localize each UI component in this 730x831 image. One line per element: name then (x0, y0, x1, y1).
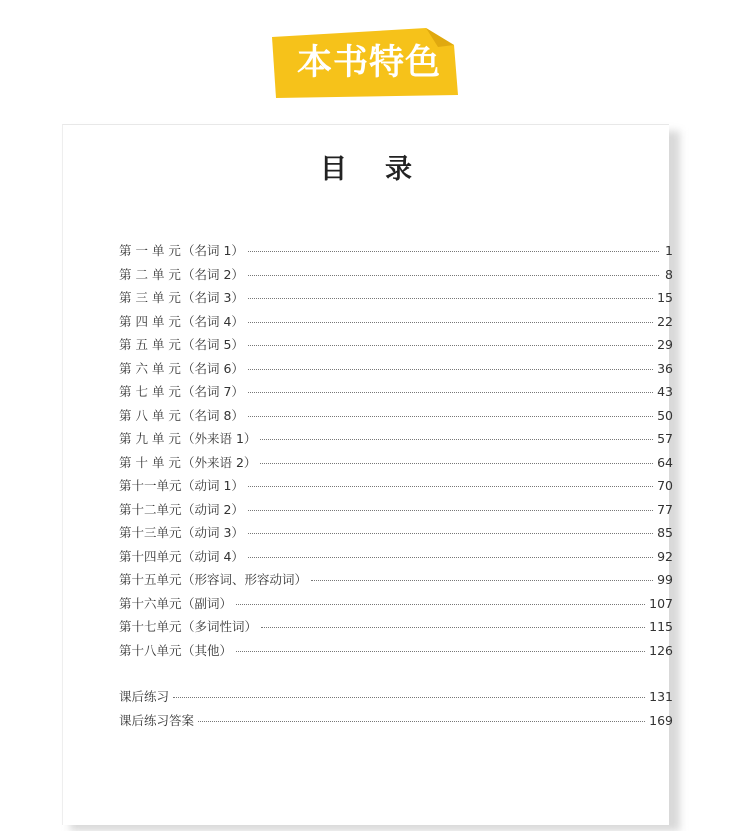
dot-leader (260, 439, 653, 440)
toc-entry-page-number: 36 (657, 360, 673, 376)
toc-entry-topic: （名词 3） (182, 290, 244, 305)
toc-entry[interactable] (119, 617, 673, 641)
toc-entry-topic: （动词 1） (182, 478, 244, 493)
toc-entry-unit: 第 一 单 元 (119, 243, 181, 258)
toc-entry-topic: （名词 5） (182, 337, 244, 352)
toc-entry-unit: 第 七 单 元 (119, 384, 181, 399)
toc-entry-page-number: 29 (657, 337, 673, 352)
toc-entry-page-number: 115 (649, 619, 673, 634)
dot-leader (248, 251, 659, 252)
dot-leader (236, 651, 645, 652)
toc-entry[interactable] (119, 406, 673, 430)
toc-entry-unit: 第十一单元 (119, 478, 182, 493)
toc-entry-topic: （名词 6） (182, 360, 244, 376)
dot-leader (311, 580, 653, 581)
toc-entry[interactable] (119, 312, 673, 336)
toc-entry-topic: （副词） (182, 595, 233, 611)
toc-entry-unit: 第十八单元 (119, 642, 182, 658)
toc-entry-page-number: 107 (649, 595, 673, 611)
toc-page (62, 124, 673, 825)
toc-entry-unit: 第 四 单 元 (119, 313, 181, 329)
toc-entry[interactable] (119, 570, 673, 594)
toc-entry-page-number: 77 (657, 501, 673, 517)
toc-entry-topic: （动词 3） (182, 525, 244, 540)
toc-entry[interactable] (119, 429, 673, 453)
dot-leader (248, 345, 653, 346)
toc-entry[interactable] (119, 335, 673, 359)
toc-entry-topic: （名词 4） (182, 313, 244, 329)
toc-entry-page-number: 57 (657, 431, 673, 446)
dot-leader (248, 486, 653, 487)
toc-entry-page-number: 92 (657, 548, 673, 564)
toc-section-gap (119, 664, 673, 687)
dot-leader (198, 721, 645, 722)
toc-entry-topic: （形容词、形容动词） (182, 572, 308, 587)
toc-list (119, 241, 673, 734)
toc-entry-label: 课后练习答案 (119, 712, 195, 728)
dot-leader (248, 322, 653, 323)
dot-leader (248, 369, 653, 370)
toc-entry[interactable] (119, 547, 673, 571)
toc-entry-unit: 第十五单元 (119, 572, 182, 587)
dot-leader (236, 604, 645, 605)
toc-entry-topic: （多词性词） (182, 619, 258, 634)
toc-entry-unit: 第 三 单 元 (119, 290, 181, 305)
toc-entry[interactable] (119, 453, 673, 477)
toc-entry-page-number: 126 (649, 642, 673, 658)
toc-entry[interactable] (119, 359, 673, 383)
dot-leader (248, 275, 659, 276)
toc-entry-page-number: 169 (649, 712, 673, 728)
toc-entry[interactable] (119, 265, 673, 289)
toc-entry-unit: 第 十 单 元 (119, 454, 181, 470)
toc-entry[interactable] (119, 594, 673, 618)
toc-entry-page-number: 70 (657, 478, 673, 493)
toc-entry-unit: 第十七单元 (119, 619, 182, 634)
feature-banner (268, 27, 464, 99)
toc-entry-topic: （名词 2） (182, 266, 244, 282)
toc-entry-page-number: 50 (657, 407, 673, 423)
dot-leader (248, 416, 653, 417)
toc-entry-page-number: 99 (657, 572, 673, 587)
toc-entry-page-number: 131 (649, 689, 673, 704)
toc-extra-entry[interactable] (119, 711, 673, 735)
dot-leader (248, 298, 653, 299)
toc-entry-unit: 第 六 单 元 (119, 360, 181, 376)
toc-entry[interactable] (119, 288, 673, 312)
toc-entry-topic: （动词 4） (182, 548, 244, 564)
toc-entry-topic: （外来语 1） (182, 431, 257, 446)
toc-entry-page-number: 8 (665, 266, 673, 282)
dot-leader (173, 697, 645, 698)
toc-entry-page-number: 1 (665, 243, 673, 258)
toc-entry-page-number: 43 (657, 384, 673, 399)
toc-entry-label: 课后练习 (119, 689, 170, 704)
dot-leader (248, 392, 653, 393)
toc-entry-topic: （其他） (182, 642, 233, 658)
dot-leader (248, 510, 653, 511)
toc-entry-page-number: 22 (657, 313, 673, 329)
toc-entry-unit: 第 八 单 元 (119, 407, 181, 423)
toc-entry[interactable] (119, 500, 673, 524)
toc-entry-topic: （名词 1） (182, 243, 244, 258)
toc-entry-unit: 第十四单元 (119, 548, 182, 564)
dot-leader (248, 557, 653, 558)
toc-entry-topic: （外来语 2） (182, 454, 257, 470)
toc-entry[interactable] (119, 641, 673, 665)
dot-leader (260, 463, 653, 464)
toc-entry-unit: 第十二单元 (119, 501, 182, 517)
toc-heading: 目录 (320, 154, 450, 185)
dot-leader (248, 533, 653, 534)
dot-leader (261, 627, 645, 628)
toc-entry-topic: （名词 7） (182, 384, 244, 399)
toc-entry-page-number: 64 (657, 454, 673, 470)
toc-entry-unit: 第十三单元 (119, 525, 182, 540)
toc-entry-unit: 第 二 单 元 (119, 266, 181, 282)
toc-entry-page-number: 15 (657, 290, 673, 305)
toc-entry-unit: 第十六单元 (119, 595, 182, 611)
toc-entry-page-number: 85 (657, 525, 673, 540)
toc-entry-topic: （名词 8） (182, 407, 244, 423)
toc-extra-entry[interactable] (119, 687, 673, 711)
toc-entry-unit: 第 九 单 元 (119, 431, 181, 446)
toc-entry-topic: （动词 2） (182, 501, 244, 517)
toc-entry-unit: 第 五 单 元 (119, 337, 181, 352)
toc-entry[interactable] (119, 382, 673, 406)
toc-entry[interactable] (119, 523, 673, 547)
banner-title: 本书特色 (296, 43, 441, 83)
toc-entry[interactable] (119, 241, 673, 265)
toc-entry[interactable] (119, 476, 673, 500)
